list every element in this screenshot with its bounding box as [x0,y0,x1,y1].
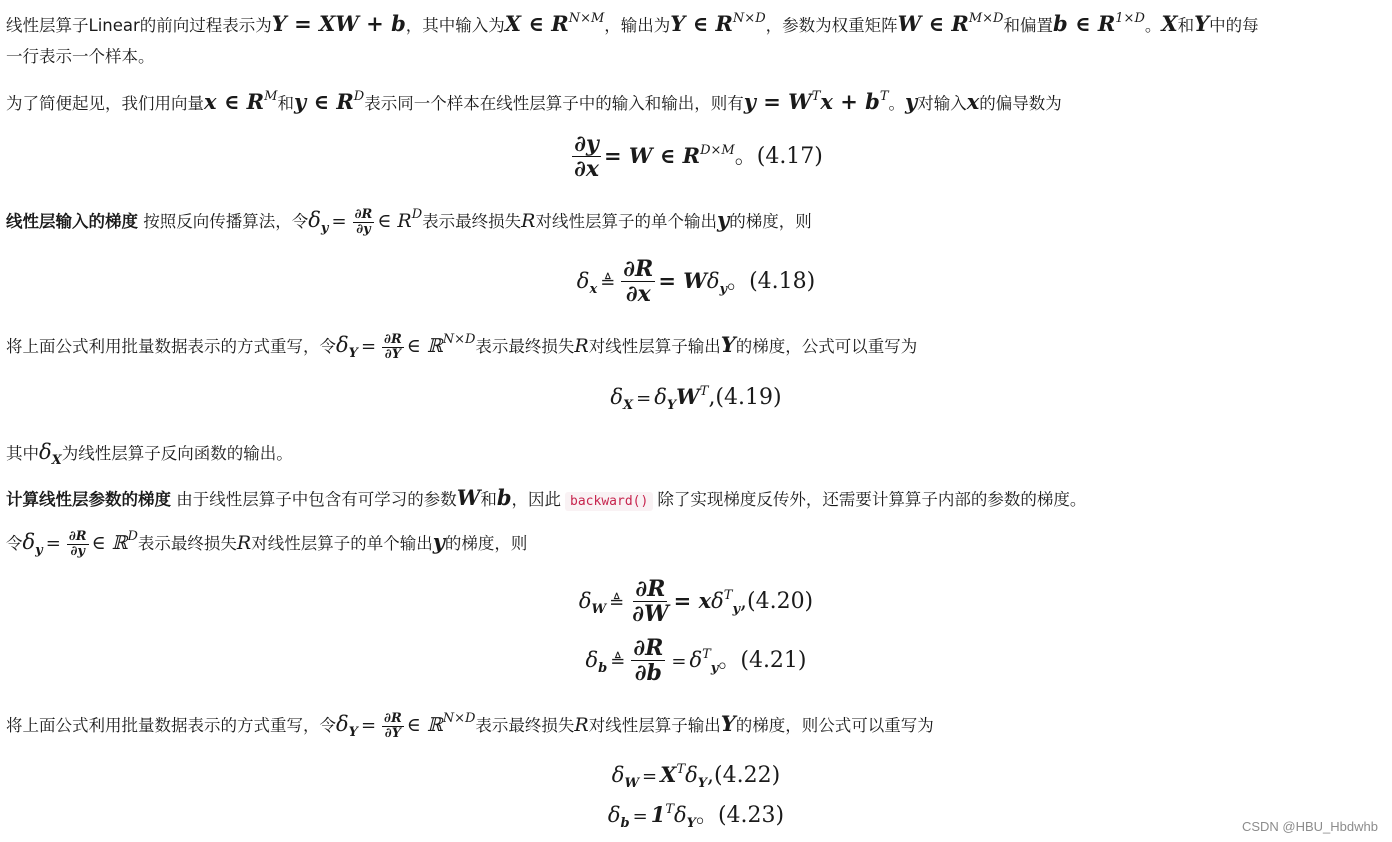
sup: M [264,89,278,104]
sup: N×D [442,332,476,347]
formula-input: X ∈ R [504,11,569,36]
text: 对输入 [917,94,967,113]
paragraph-forward [6,12,1259,38]
equals: = [632,806,648,827]
sub: Y [666,398,677,413]
delta: δ [611,763,625,787]
sub: Y [697,776,708,791]
equation-tag: ,(4.19) [708,385,782,410]
fraction [67,530,89,559]
paragraph-forward-cont [6,45,155,69]
sub: Y [348,725,358,740]
sup: T [665,802,675,817]
delta: δ [578,589,592,614]
inline-code: backward() [565,492,653,511]
formula: X [660,762,677,787]
equation-4-23 [6,798,1386,829]
text: ，因此 [511,490,562,509]
equals: = [360,336,377,357]
sup: N×D [732,11,766,26]
delta: δ [336,712,349,736]
formula-weight: W ∈ R [897,11,969,36]
numerator: ∂R [633,635,664,661]
text: 和 [1177,16,1195,35]
formula: y ∈ R [293,89,354,114]
text: 为线性层算子反向函数的输出。 [61,444,293,463]
delta: δ [610,385,624,409]
delta: δ [607,803,621,827]
sub: y [320,221,329,236]
formula: Y [720,332,736,357]
equals: = [331,211,347,232]
numerator: ∂R [623,256,654,282]
formula: R [574,335,589,357]
sub: b [598,661,608,677]
defined-as: ≜ [609,592,625,614]
delta: δ [576,269,590,294]
fraction [572,133,601,181]
sub: y [719,282,728,298]
formula: R [574,714,589,736]
numerator: ∂y [574,131,599,157]
equals: = [45,533,61,554]
sup: T [811,89,821,104]
delta: δ [336,333,349,357]
sup: M×D [968,11,1004,26]
text: 表示最终损失 [137,534,237,553]
sup: D×M [700,143,735,159]
denominator: ∂x [574,156,599,183]
denominator: ∂y [70,543,85,559]
equation-4-21 [6,637,1386,685]
formula: ∈ R [377,210,412,232]
delta: δ [706,269,720,294]
fraction [621,258,655,306]
defined-as: ≜ [600,272,616,294]
text: ，参数为权重矩阵 [765,16,898,35]
formula: x [966,89,980,114]
fraction [382,333,404,362]
fraction [382,712,404,741]
equals: = [671,651,687,673]
sub: X [623,398,634,413]
sub: b [620,816,630,831]
equation-tag: 。(4.23) [695,803,785,828]
text: ，输出为 [604,16,671,35]
formula: = W ∈ R [603,143,701,169]
text: 。 [888,94,905,113]
formula: W [676,384,700,409]
formula: ∈ ℝ [406,335,443,357]
numerator: ∂R [635,576,666,602]
formula: y [905,89,918,114]
watermark: CSDN @HBU_Hbdwhb [1241,819,1378,834]
paragraph-single-output [6,530,527,559]
delta: δ [22,530,36,554]
sub: y [710,661,719,677]
numerator: ∂R [384,711,402,727]
formula-output: Y ∈ R [670,11,733,36]
defined-as: ≜ [610,651,626,673]
sub: Y [686,816,696,831]
section-heading: 线性层输入的梯度 [6,212,138,231]
sup: T [699,384,709,399]
sup: T [676,762,686,777]
formula-bias: b ∈ R [1052,11,1116,36]
sup: D [127,529,138,544]
fraction [630,578,670,626]
equation-4-17 [6,133,1386,181]
equation-tag: ,(4.20) [740,589,814,615]
denominator: ∂Y [384,346,402,362]
formula-y: Y [1194,11,1210,36]
text: 的梯度，则 [729,212,812,231]
formula-x: X [1161,11,1178,36]
text: 对线性层算子输出 [588,337,721,356]
sub: X [51,453,62,468]
equation-4-20 [6,578,1386,626]
text: 表示同一个样本在线性层算子中的输入和输出，则有 [364,94,744,113]
equation-4-18 [6,258,1386,306]
delta: δ [654,385,667,409]
formula: ∈ ℝ [406,714,443,736]
text: ，其中输入为 [405,16,505,35]
delta: δ [39,440,52,464]
text: 一行表示一个样本。 [6,47,155,66]
text: 和 [277,94,294,113]
sub: Y [348,346,358,361]
formula: 1 [650,802,666,827]
text: 由于线性层算子中包含有可学习的参数 [171,490,457,509]
equation-tag: 。(4.21) [718,648,807,674]
formula: W [456,485,481,510]
fraction [353,208,375,237]
text: 表示最终损失 [475,716,575,735]
sub: W [591,602,607,618]
text: 。 [1144,16,1162,35]
text: 按照反向传播算法，令 [138,212,309,231]
text: 对线性层算子输出 [588,716,721,735]
text: 的偏导数为 [979,94,1062,113]
delta: δ [689,648,703,673]
numerator: ∂R [354,207,373,223]
sup: T [702,647,711,663]
formula: x + b [820,89,880,114]
equation-4-19 [6,384,1386,413]
text: 表示最终损失 [422,212,522,231]
formula: R [521,210,536,232]
sup: D [353,89,365,104]
formula: y [716,207,730,232]
text: 除了实现梯度反传外，还需要计算算子内部的参数的梯度。 [657,490,1087,509]
numerator: ∂R [384,332,402,348]
delta: δ [685,763,698,787]
equation-tag: 。(4.18) [727,269,816,295]
formula: y [432,529,445,554]
section-heading: 计算线性层参数的梯度 [6,490,171,509]
formula: = x [673,588,712,614]
sup: T [879,89,889,104]
delta: δ [585,648,599,673]
equals: = [636,388,652,409]
sup: 1×D [1115,11,1145,26]
numerator: ∂R [68,529,87,545]
paragraph-param-gradient [6,486,1086,514]
denominator: ∂x [625,281,651,308]
sup: N×M [568,11,605,26]
fraction [631,637,665,685]
formula: R [236,532,252,554]
denominator: ∂W [632,601,669,628]
text: 的梯度，则 [444,534,528,553]
sub: y [732,602,740,618]
text: 令 [6,534,23,553]
text: 和偏置 [1003,16,1053,35]
denominator: ∂y [356,221,371,237]
sup: T [723,588,733,604]
text: 的梯度，则公式可以重写为 [735,716,934,735]
formula: x ∈ R [204,89,265,114]
sup: D [411,207,423,222]
formula: b [496,485,512,510]
paragraph-vector [6,90,1062,116]
text: 其中 [6,444,39,463]
text: 对线性层算子的单个输出 [535,212,717,231]
formula: Y [720,711,736,736]
equation-tag: ,(4.22) [707,763,781,788]
sup: N×D [442,711,476,726]
delta: δ [308,208,321,232]
formula-forward: Y = XW + b [271,11,406,36]
equation-4-22 [6,762,1386,791]
sub: y [35,543,43,558]
text: 的梯度，公式可以重写为 [735,337,918,356]
text: 线性层算子Linear的前向过程表示为 [6,16,272,35]
equals: = [360,715,377,736]
delta: δ [711,589,724,614]
paragraph-output-note [6,440,293,466]
sub: W [624,776,640,791]
denominator: ∂Y [384,725,402,741]
text: 和 [480,490,497,509]
text: 表示最终损失 [475,337,575,356]
paragraph-batch-rewrite [6,333,917,362]
equation-tag: 。(4.17) [734,144,823,170]
formula: y = W [743,89,812,114]
delta: δ [674,803,687,827]
formula: ∈ ℝ [91,532,128,554]
text: 将上面公式利用批量数据表示的方式重写，令 [6,337,336,356]
paragraph-input-gradient [6,208,812,237]
paragraph-batch-param [6,712,934,741]
text: 将上面公式利用批量数据表示的方式重写，令 [6,716,336,735]
equals: = [642,766,658,787]
text: 中的每 [1209,16,1259,35]
text: 为了简便起见，我们用向量 [6,94,204,113]
text: 对线性层算子的单个输出 [251,534,433,553]
denominator: ∂b [634,660,662,687]
formula: = W [658,268,707,294]
sub: x [589,282,598,298]
